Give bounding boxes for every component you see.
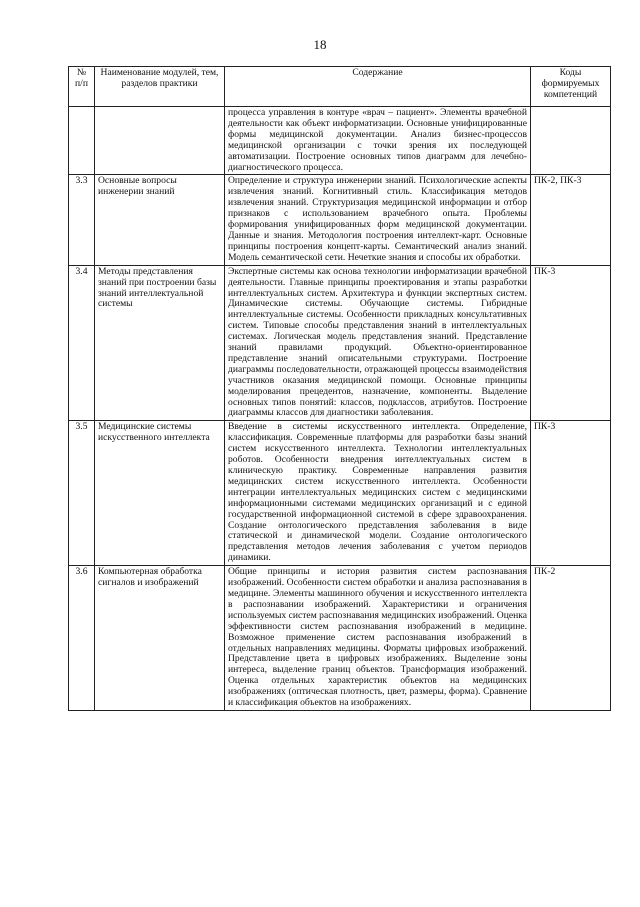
row-name: Основные вопросы инженерии знаний <box>95 175 225 265</box>
row-content: Определение и структура инженерии знаний. Психологические аспекты извлечения знаний. Когнитивный стиль. Классификация методов извлечения знаний. Структуризация медицинской информации и отбор признаков с использованием врачебного опыта. Проблемы формирования унифицированных форм медицинской документации. Данные и знания. Методология построения интеллект-карт. Основные принципы построения концепт-карты. Семантический анализ знаний. Модель семантической сети. Нечеткие знания и способы их обработки. <box>225 175 531 265</box>
header-num: № п/п <box>69 67 95 107</box>
row-num: 3.5 <box>69 421 95 566</box>
header-content: Содержание <box>225 67 531 107</box>
header-competencies: Коды формируемых компетенций <box>531 67 611 107</box>
row-num: 3.3 <box>69 175 95 265</box>
row-name: Методы представления знаний при построении базы знаний интеллектуальной системы <box>95 265 225 421</box>
table-header-row <box>69 67 611 107</box>
row-num <box>69 107 95 175</box>
practice-table <box>68 66 611 711</box>
row-competencies <box>531 107 611 175</box>
row-competencies: ПК-2 <box>531 566 611 711</box>
row-content: Общие принципы и история развития систем распознавания изображений. Особенности систем обработки и анализа распознавания в медицине. Элементы машинного обучения и искусственного интеллекта в распознавании изображений. Характеристики и ограничения используемых систем распознавания медицинских изображений. Оценка эффективности систем распознавания изображений в медицине. Возможное применение систем распознавания изображений в отдельных направлениях медицины. Форматы цифровых изображений. Представление цвета в цифровых изображениях. Выделение зоны интереса, выделение границ объектов. Трансформация изображений. Оценка отдельных характеристик объектов на медицинских изображениях (оптическая плотность, цвет, размеры, форма). Сравнение и классификация объектов на изображениях. <box>225 566 531 711</box>
table-row <box>69 107 611 175</box>
row-num: 3.4 <box>69 265 95 421</box>
table-row <box>69 265 611 421</box>
row-num: 3.6 <box>69 566 95 711</box>
row-name <box>95 107 225 175</box>
row-name: Медицинские системы искусственного интеллекта <box>95 421 225 566</box>
row-content: Введение в системы искусственного интеллекта. Определение, классификация. Современные платформы для разработки базы знаний систем искусственного интеллекта. Технологии интеллектуальных роботов. Особенности внедрения интеллектуальных систем в клиническую практику. Современные направления развития медицинских систем искусственного интеллекта. Особенности интеграции интеллектуальных медицинских систем с медицинскими информационными системами медицинских организаций и с единой государственной информационной системой в сфере здравоохранения. Создание онтологического представления заболевания в виде статической и динамической модели. Создание онтологического представления методов лечения заболевания с учетом периодов динамики. <box>225 421 531 566</box>
row-competencies: ПК-2, ПК-3 <box>531 175 611 265</box>
row-competencies: ПК-3 <box>531 421 611 566</box>
row-competencies: ПК-3 <box>531 265 611 421</box>
table-row <box>69 421 611 566</box>
row-content: процесса управления в контуре «врач – пациент». Элементы врачебной деятельности как объект информатизации. Основные унифицированные формы медицинской документации. Анализ бизнес-процессов медицинской организации с точки зрения их последующей автоматизации. Построение основных типов диаграмм для лечебно-диагностического процесса. <box>225 107 531 175</box>
table-row <box>69 175 611 265</box>
header-name: Наименование модулей, тем, разделов практики <box>95 67 225 107</box>
table-row <box>69 566 611 711</box>
page-number: 18 <box>313 37 327 52</box>
row-content: Экспертные системы как основа технологии информатизации врачебной деятельности. Главные принципы проектирования и этапы разработки интеллектуальных систем. Архитектура и функции экспертных систем. Динамические системы. Обучающие системы. Гибридные интеллектуальные системы. Особенности прикладных консультативных систем. Типовые способы представления знаний в интеллектуальных системах. Логическая модель представления знаний. Представление знаний правилами продукций. Объектно-ориентированное представление знаний описательными структурами. Построение диаграммы последовательности, отражающей процессы взаимодействия участников оказания медицинской помощи. Основные принципы моделирования прецедентов, назначение, компоненты. Выделение основных типов понятий: классов, подклассов, атрибутов. Построение диаграммы классов для диагностики заболевания. <box>225 265 531 421</box>
row-name: Компьютерная обработка сигналов и изображений <box>95 566 225 711</box>
